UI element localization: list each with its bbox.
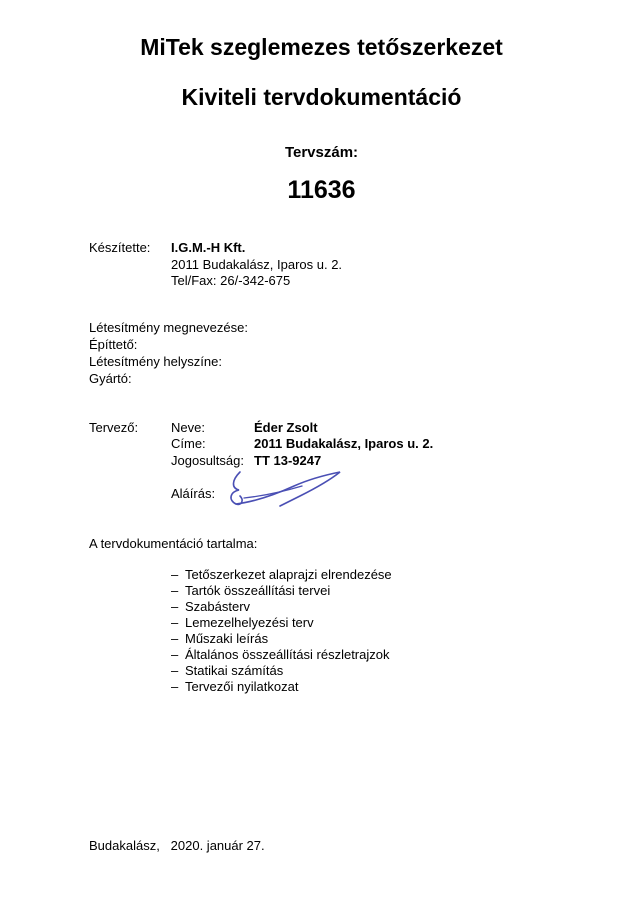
designer-address: 2011 Budakalász, Iparos u. 2. [254, 436, 434, 451]
designer-address-label: Címe: [171, 436, 206, 451]
dash-bullet: – [171, 583, 179, 598]
dash-bullet: – [171, 647, 179, 662]
designer-label: Tervező: [89, 420, 139, 435]
plan-number: 11636 [287, 176, 356, 204]
list-item [171, 567, 392, 582]
list-item-text: Tervezői nyilatkozat [185, 679, 299, 694]
dash-bullet: – [171, 631, 179, 646]
list-item [171, 647, 389, 662]
list-item-text: Lemezelhelyezési terv [185, 615, 314, 630]
place-date: Budakalász, 2020. január 27. [89, 838, 265, 853]
list-item-text: Statikai számítás [185, 663, 284, 678]
designer-license-label: Jogosultság: [171, 453, 244, 468]
facility-location-label: Létesítmény helyszíne: [89, 354, 222, 369]
list-item-text: Tetőszerkezet alaprajzi elrendezése [185, 567, 392, 582]
dash-bullet: – [171, 679, 179, 694]
company-phone: Tel/Fax: 26/-342-675 [171, 273, 291, 288]
list-item-text: Szabásterv [185, 599, 251, 614]
designer-name: Éder Zsolt [254, 420, 318, 435]
contents-heading: A tervdokumentáció tartalma: [89, 536, 258, 551]
document-title: MiTek szeglemezes tetőszerkezet [140, 34, 503, 60]
manufacturer-label: Gyártó: [89, 371, 132, 386]
builder-label: Építtető: [89, 337, 138, 352]
dash-bullet: – [171, 663, 179, 678]
list-item [171, 631, 268, 646]
prepared-by-label: Készítette: [89, 240, 151, 255]
plan-number-label: Tervszám: [284, 144, 359, 161]
list-item [171, 599, 250, 614]
dash-bullet: – [171, 567, 179, 582]
document-subtitle: Kiviteli tervdokumentáció [181, 84, 462, 110]
facility-name-label: Létesítmény megnevezése: [89, 320, 248, 335]
list-item [171, 583, 330, 598]
signature-label: Aláírás: [171, 486, 216, 501]
designer-license: TT 13-9247 [254, 453, 322, 468]
list-item-text: Általános összeállítási részletrajzok [185, 647, 390, 662]
list-item-text: Tartók összeállítási tervei [185, 583, 331, 598]
dash-bullet: – [171, 615, 179, 630]
list-item [171, 615, 314, 630]
list-item-text: Műszaki leírás [185, 631, 269, 646]
list-item [171, 679, 298, 694]
dash-bullet: – [171, 599, 179, 614]
list-item [171, 663, 283, 678]
company-address: 2011 Budakalász, Iparos u. 2. [171, 257, 343, 272]
company-name: I.G.M.-H Kft. [171, 240, 246, 255]
signature-image [222, 466, 346, 520]
designer-name-label: Neve: [171, 420, 205, 435]
